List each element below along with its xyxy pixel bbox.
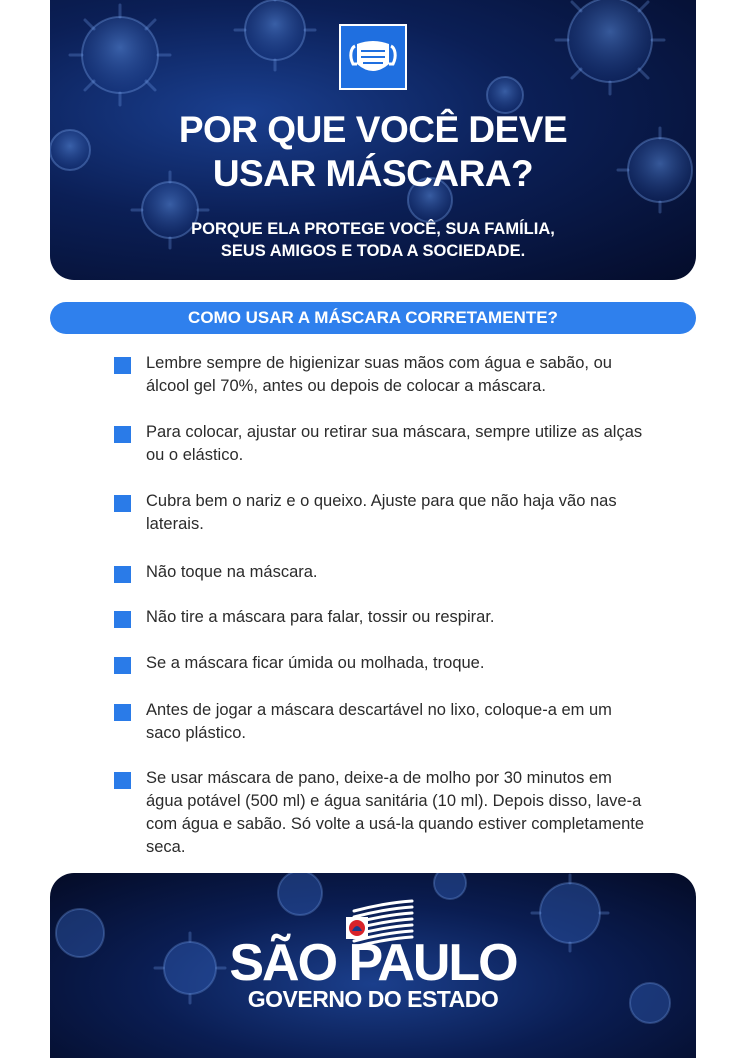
tip-text: Se a máscara ficar úmida ou molhada, troque.: [146, 654, 485, 672]
subtitle: [50, 218, 696, 262]
square-bullet-icon: [114, 704, 131, 721]
subtitle-line-1: PORQUE ELA PROTEGE VOCÊ, SUA FAMÍLIA,: [191, 220, 555, 238]
square-bullet-icon: [114, 426, 131, 443]
square-bullet-icon: [114, 611, 131, 628]
section-heading: COMO USAR A MÁSCARA CORRETAMENTE?: [50, 302, 696, 334]
tip-text: Lembre sempre de higienizar suas mãos com água e sabão, ou álcool gel 70%, antes ou depois de colocar a máscara.: [146, 354, 612, 395]
footer-banner: [50, 873, 696, 1058]
main-title: [50, 108, 696, 196]
square-bullet-icon: [114, 657, 131, 674]
logo-governo-do-estado: GOVERNO DO ESTADO: [247, 986, 499, 1012]
tip-text: Antes de jogar a máscara descartável no lixo, coloque-a em um saco plástico.: [146, 701, 612, 742]
tip-text: Não toque na máscara.: [146, 563, 318, 581]
square-bullet-icon: [114, 495, 131, 512]
logo-sao-paulo: SÃO PAULO: [229, 934, 517, 992]
tip-text: Cubra bem o nariz e o queixo. Ajuste para que não haja vão nas laterais.: [146, 492, 617, 533]
tip-text: Se usar máscara de pano, deixe-a de molho por 30 minutos em água potável (500 ml) e água sanitária (10 ml). Depois disso, lave-a com água e sabão. Só volte a usá-la quando estiver completamente seca.: [146, 769, 645, 856]
square-bullet-icon: [114, 357, 131, 374]
tip-text: Não tire a máscara para falar, tossir ou respirar.: [146, 608, 495, 626]
tip-text: Para colocar, ajustar ou retirar sua máscara, sempre utilize as alças ou o elástico.: [146, 423, 643, 464]
subtitle-line-2: SEUS AMIGOS E TODA A SOCIEDADE.: [220, 242, 526, 260]
square-bullet-icon: [114, 772, 131, 789]
header-banner: [50, 0, 696, 280]
main-title-line-2: USAR MÁSCARA?: [212, 153, 534, 194]
square-bullet-icon: [114, 566, 131, 583]
main-title-line-1: POR QUE VOCÊ DEVE: [178, 109, 568, 150]
face-mask-icon-box: [339, 24, 407, 90]
face-mask-icon: [347, 34, 399, 80]
